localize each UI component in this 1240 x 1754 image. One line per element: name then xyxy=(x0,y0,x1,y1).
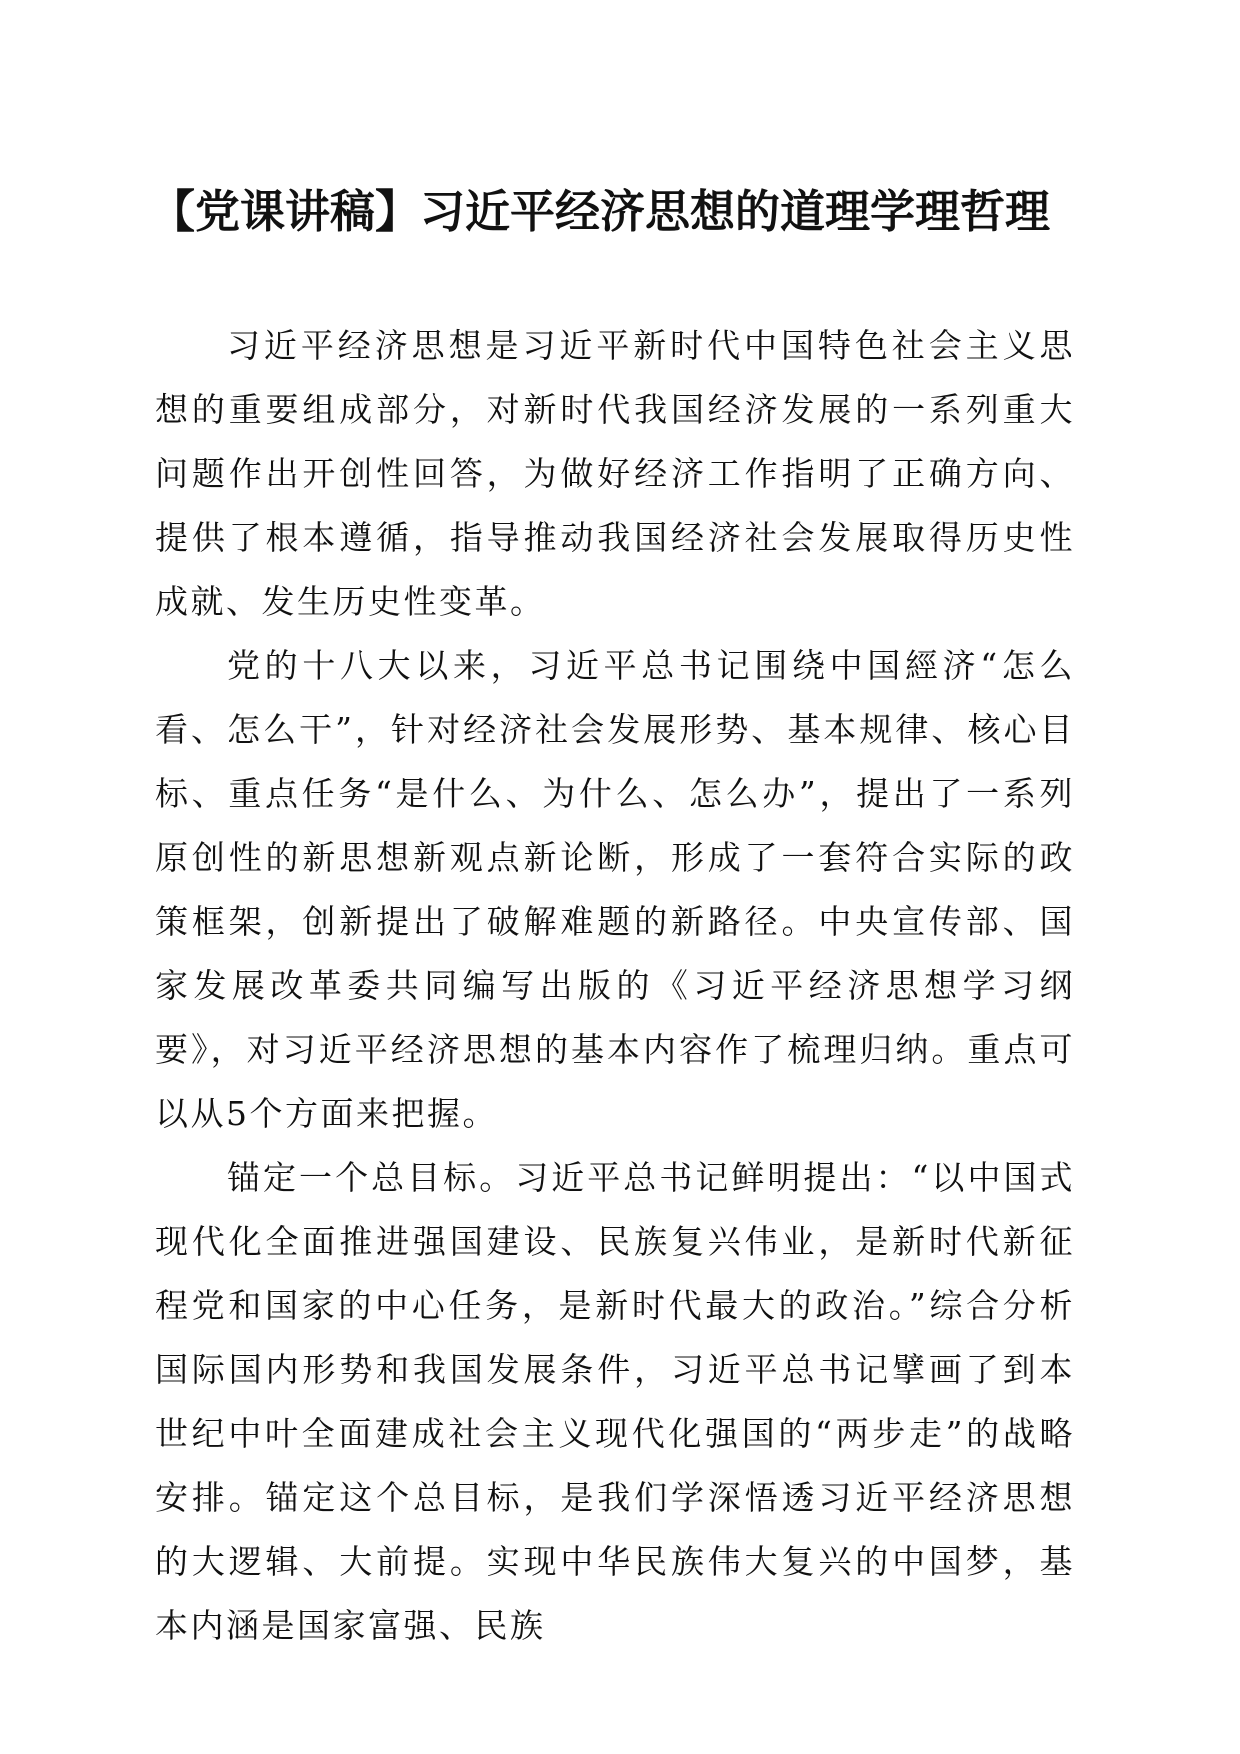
document-title: 【党课讲稿】习近平经济思想的道理学理哲理 xyxy=(150,185,1051,238)
document-body xyxy=(155,314,1075,1658)
paragraph-2: 党的十八大以来，习近平总书记围绕中国經济“怎么看、怎么干”，针对经济社会发展形势、基本规律、核心目标、重点任务“是什么、为什么、怎么办”，提出了一系列原创性的新思想新观点新论断，形成了一套符合实际的政策框架，创新提出了破解难题的新路径。中央宣传部、国家发展改革委共同编写出版的《习近平经济思想学习纲要》，对习近平经济思想的基本内容作了梳理归纳。重点可以从5个方面来把握。 xyxy=(155,646,1075,1133)
paragraph-3: 锚定一个总目标。习近平总书记鲜明提出：“以中国式现代化全面推进强国建设、民族复兴伟业，是新时代新征程党和国家的中心任务，是新时代最大的政治。”综合分析国际国内形势和我国发展条件，习近平总书记擘画了到本世纪中叶全面建成社会主义现代化强国的“两步走”的战略安排。锚定这个总目标，是我们学深悟透习近平经济思想的大逻辑、大前提。实现中华民族伟大复兴的中国梦，基本内涵是国家富强、民族 xyxy=(155,1158,1075,1645)
paragraph-1: 习近平经济思想是习近平新时代中国特色社会主义思想的重要组成部分，对新时代我国经济发展的一系列重大问题作出开创性回答，为做好经济工作指明了正确方向、提供了根本遵循，指导推动我国经济社会发展取得历史性成就、发生历史性变革。 xyxy=(155,326,1075,621)
